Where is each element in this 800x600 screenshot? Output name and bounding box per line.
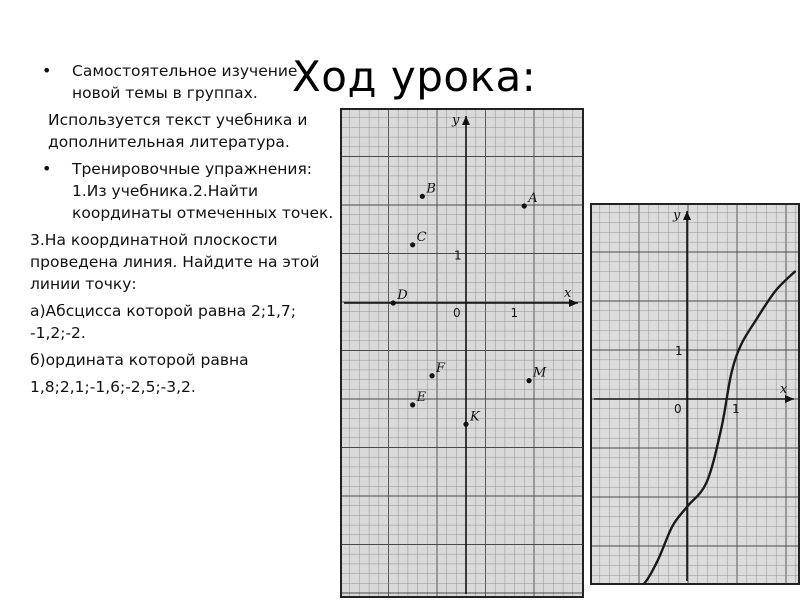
point-label-f: F [436,360,446,376]
point-label-b: B [426,181,436,197]
paragraph-1: • Самостоятельное изучение новой темы в группах. [30,60,350,104]
point-m [526,378,531,383]
lesson-text [30,60,350,403]
paragraph-6: б)ордината которой равна [30,351,249,369]
x-unit-label: 1 [732,402,740,416]
point-k [463,422,468,427]
y-axis-label: y [673,208,681,223]
paragraph-3: • Тренировочные упражнения: 1.Из учебника.2.Найти координаты отмеченных точек. [30,158,350,224]
slide-title: Ход урока: [292,52,537,101]
point-label-k: K [470,409,480,425]
point-a [522,203,527,208]
y-unit-label: 1 [675,344,683,358]
point-f [429,373,434,378]
point-b [420,194,425,199]
point-d [391,300,396,305]
x-axis-label: x [780,382,788,397]
paragraph-5: а)Абсцисса которой равна 2;1,7; -1,2;-2. [30,302,296,342]
paragraph-4: 3.На координатной плоскости проведена линия. Найдите на этой линии точку: [30,231,320,293]
coordinate-plane-points [340,108,584,598]
x-axis-label: x [564,286,572,301]
point-e [410,402,415,407]
point-label-e: E [416,389,427,405]
point-c [410,242,415,247]
coordinate-plane-curve [590,203,800,585]
y-axis-label: y [452,113,460,128]
origin-label: 0 [453,306,461,320]
point-label-m: M [533,365,547,381]
coordinate-plane-points-svg [340,108,584,598]
y-unit-label: 1 [454,248,462,263]
point-label-d: D [397,288,408,303]
paragraph-2: Используется текст учебника и дополнительная литература. [48,111,308,151]
point-label-c: C [416,229,427,245]
coordinate-plane-curve-svg [590,203,800,585]
paragraph-7: 1,8;2,1;-1,6;-2,5;-3,2. [30,378,196,396]
figure-background [340,108,584,598]
origin-label: 0 [674,402,682,416]
figure-background [590,203,800,585]
x-unit-label: 1 [510,306,519,320]
point-label-a: A [528,191,538,206]
